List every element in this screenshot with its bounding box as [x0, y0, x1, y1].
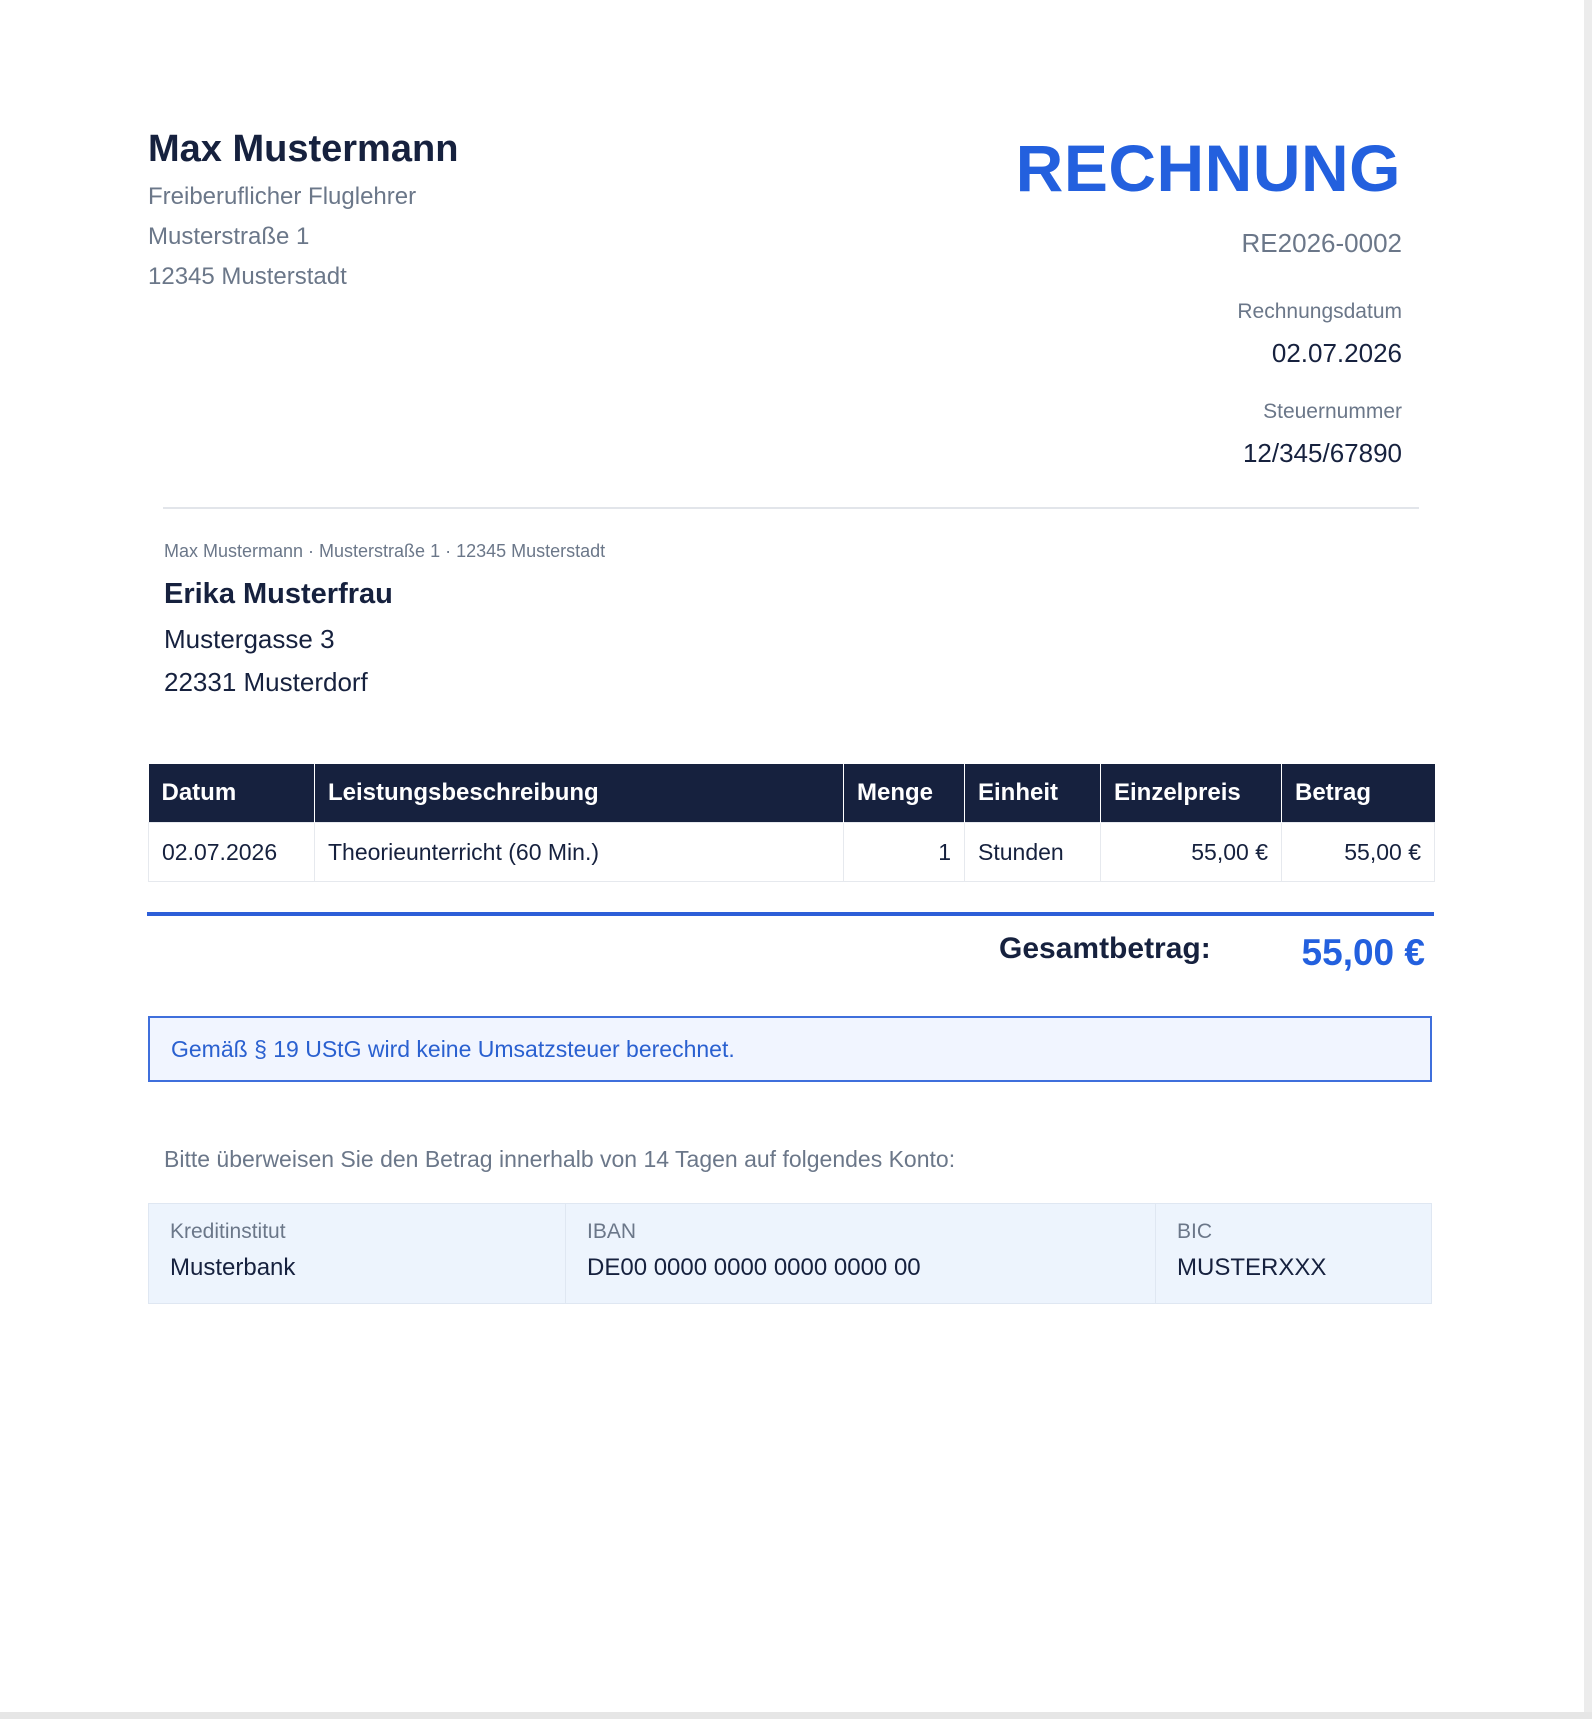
bank-cell-iban [565, 1204, 1155, 1303]
bic-value: MUSTERXXX [1177, 1254, 1327, 1281]
column-header-leistungsbeschreibung: Leistungsbeschreibung [315, 764, 844, 823]
sender-role: Freiberuflicher Fluglehrer [148, 183, 417, 210]
bank-details [148, 1203, 1432, 1304]
sender-street: Musterstraße 1 [148, 223, 310, 250]
cell-menge: 1 [844, 823, 965, 882]
iban-label: IBAN [587, 1220, 637, 1243]
tax-number-label: Steuernummer [1263, 400, 1402, 423]
invoice-number: RE2026-0002 [1241, 228, 1402, 258]
recipient-name: Erika Musterfrau [164, 578, 393, 610]
column-header-datum: Datum [149, 764, 315, 823]
column-header-menge: Menge [844, 764, 965, 823]
bank-cell-bic [1155, 1204, 1431, 1303]
sender-city: 12345 Musterstadt [148, 263, 347, 290]
document-title: RECHNUNG [1015, 131, 1401, 205]
column-header-einzelpreis: Einzelpreis [1101, 764, 1282, 823]
return-address: Max Mustermann · Musterstraße 1 · 12345 Musterstadt [164, 541, 606, 561]
tax-exemption-note: Gemäß § 19 UStG wird keine Umsatzsteuer berechnet. [148, 1016, 1432, 1082]
total-label: Gesamtbetrag: [999, 932, 1211, 965]
cell-datum: 02.07.2026 [149, 823, 315, 882]
invoice-date: 02.07.2026 [1271, 338, 1402, 368]
bank-name: Musterbank [170, 1254, 296, 1281]
table-header-row [149, 764, 1435, 823]
cell-betrag: 55,00 € [1282, 823, 1435, 882]
tax-number: 12/345/67890 [1242, 438, 1402, 468]
iban-value: DE00 0000 0000 0000 0000 00 [587, 1254, 921, 1281]
payment-instruction: Bitte überweisen Sie den Betrag innerhalb von 14 Tagen auf folgendes Konto: [164, 1146, 956, 1172]
cell-einheit: Stunden [965, 823, 1101, 882]
recipient-street: Mustergasse 3 [164, 624, 335, 654]
total-amount: 55,00 € [1301, 932, 1425, 973]
invoice-date-label: Rechnungsdatum [1237, 300, 1402, 323]
bic-label: BIC [1177, 1220, 1213, 1243]
cell-leistungsbeschreibung: Theorieunterricht (60 Min.) [315, 823, 844, 882]
header-divider [163, 507, 1419, 509]
bank-label: Kreditinstitut [170, 1220, 286, 1243]
bank-cell-institution [149, 1204, 565, 1303]
table-row [149, 823, 1435, 882]
line-items-table [148, 764, 1435, 882]
page-bottom-edge [0, 1712, 1592, 1719]
sender-name: Max Mustermann [148, 128, 459, 170]
recipient-city: 22331 Musterdorf [164, 667, 368, 697]
column-header-einheit: Einheit [965, 764, 1101, 823]
cell-einzelpreis: 55,00 € [1101, 823, 1282, 882]
total-rule [147, 912, 1434, 916]
column-header-betrag: Betrag [1282, 764, 1435, 823]
